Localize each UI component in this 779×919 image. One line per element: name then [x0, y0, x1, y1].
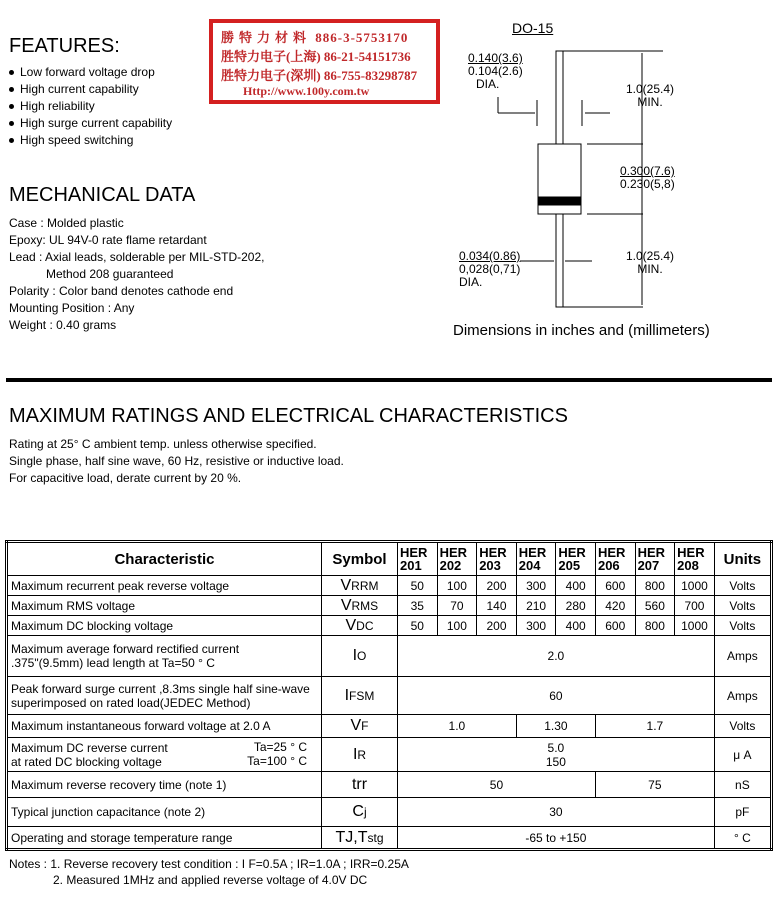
- row-symbol: IO: [322, 636, 398, 677]
- mech-line: Mounting Position : Any: [9, 301, 135, 315]
- table-row-vrrm: [7, 576, 772, 596]
- cell: 600: [595, 616, 635, 636]
- cell: 100: [437, 616, 477, 636]
- cell: 70: [437, 596, 477, 616]
- cell: 50: [398, 772, 596, 798]
- table-row-vrms: [7, 596, 772, 616]
- cell: 35: [398, 596, 438, 616]
- header-part: HER 201: [398, 542, 438, 576]
- row-label: Maximum average forward rectified current .375"(9.5mm) lead length at Ta=50 ° C: [7, 636, 322, 677]
- cell: 1.7: [595, 715, 714, 738]
- table-row-tj: [7, 827, 772, 850]
- table-row-trr: [7, 772, 772, 798]
- row-label: Maximum reverse recovery time (note 1): [7, 772, 322, 798]
- table-row-ir: [7, 738, 772, 772]
- dia-label: DIA.: [476, 77, 500, 91]
- cell: 1000: [675, 616, 715, 636]
- cell: 5.0 150: [398, 738, 715, 772]
- cell: -65 to +150: [398, 827, 715, 850]
- row-unit: nS: [714, 772, 771, 798]
- contact-url[interactable]: Http://www.100y.com.tw: [243, 84, 370, 98]
- header-characteristic: Characteristic: [7, 542, 322, 576]
- row-unit: μ A: [714, 738, 771, 772]
- contact-box: [209, 19, 440, 104]
- feature-item: High speed switching: [20, 133, 134, 147]
- bullet-icon: [9, 104, 14, 109]
- mech-line: Method 208 guaranteed: [46, 267, 174, 281]
- features-title: FEATURES:: [9, 35, 120, 57]
- body-len-min: 0.230(5,8): [620, 177, 675, 191]
- cell: 560: [635, 596, 675, 616]
- header-part: HER 203: [477, 542, 517, 576]
- dia-label: DIA.: [459, 275, 483, 289]
- row-symbol: VRRM: [322, 576, 398, 596]
- mechanical-list: [9, 215, 264, 334]
- bullet-icon: [9, 70, 14, 75]
- row-unit: Volts: [714, 616, 771, 636]
- contact-phone: 86-755-83298787: [323, 68, 418, 83]
- rating-note: Rating at 25° C ambient temp. unless otherwise specified.: [9, 437, 317, 451]
- cell: 30: [398, 798, 715, 827]
- feature-item: High current capability: [20, 82, 139, 96]
- row-label: Peak forward surge current ,8.3ms single half sine-wave superimposed on rated load(JEDEC Method): [7, 677, 322, 715]
- contact-company: 勝特力材料: [221, 30, 312, 45]
- cell: 75: [595, 772, 714, 798]
- rating-note: Single phase, half sine wave, 60 Hz, resistive or inductive load.: [9, 454, 344, 468]
- mechanical-title: MECHANICAL DATA: [9, 184, 196, 206]
- cell: 200: [477, 616, 517, 636]
- bottom-lead-length: 1.0(25.4): [626, 249, 675, 263]
- mech-line: Epoxy: UL 94V-0 rate flame retardant: [9, 233, 207, 247]
- lead-dia-min: 0.104(2.6): [468, 64, 523, 78]
- wire-dia-max: 0.034(0.86): [459, 249, 521, 263]
- table-row-vdc: [7, 616, 772, 636]
- package-title: DO-15: [512, 20, 554, 36]
- cell: 50: [398, 616, 438, 636]
- header-part: HER 208: [675, 542, 715, 576]
- row-symbol: IFSM: [322, 677, 398, 715]
- row-label: Maximum DC reverse current at rated DC blocking voltage Ta=25 ° C Ta=100 ° C: [7, 738, 322, 772]
- cell: 600: [595, 576, 635, 596]
- header-part: HER 207: [635, 542, 675, 576]
- cell: 400: [556, 616, 596, 636]
- table-header-row: [7, 542, 772, 576]
- characteristics-table: [5, 540, 773, 851]
- rating-note: For capacitive load, derate current by 20 %.: [9, 471, 242, 485]
- mech-line: Lead : Axial leads, solderable per MIL-STD-202,: [9, 250, 265, 264]
- cell: 50: [398, 576, 438, 596]
- row-unit: Volts: [714, 715, 771, 738]
- cell: 400: [556, 576, 596, 596]
- row-symbol: VDC: [322, 616, 398, 636]
- mech-line: Weight : 0.40 grams: [9, 318, 117, 332]
- dimensions-caption: Dimensions in inches and (millimeters): [453, 322, 710, 339]
- row-label: Maximum RMS voltage: [7, 596, 322, 616]
- bullet-icon: [9, 121, 14, 126]
- row-unit: Amps: [714, 636, 771, 677]
- cell: 60: [398, 677, 715, 715]
- header-units: Units: [714, 542, 771, 576]
- min-label: MIN.: [637, 262, 663, 276]
- row-unit: ° C: [714, 827, 771, 850]
- table-row-vf: [7, 715, 772, 738]
- row-symbol: trr: [322, 772, 398, 798]
- row-symbol: TJ,Tstg: [322, 827, 398, 850]
- contact-company: 胜特力电子(深圳): [221, 68, 321, 83]
- cell: 800: [635, 616, 675, 636]
- wire-dia-min: 0,028(0,71): [459, 262, 521, 276]
- row-label: Typical junction capacitance (note 2): [7, 798, 322, 827]
- row-symbol: VF: [322, 715, 398, 738]
- contact-phone: 86-21-54151736: [323, 49, 411, 64]
- contact-company: 胜特力电子(上海): [221, 49, 321, 64]
- contact-phone: 886-3-5753170: [315, 30, 409, 45]
- row-label: Maximum instantaneous forward voltage at 2.0 A: [7, 715, 322, 738]
- cell: 300: [516, 616, 556, 636]
- table-row-cj: [7, 798, 772, 827]
- header-part: HER 202: [437, 542, 477, 576]
- cell: 1.0: [398, 715, 517, 738]
- cell: 100: [437, 576, 477, 596]
- top-lead-length: 1.0(25.4): [626, 82, 675, 96]
- divider: [6, 378, 772, 382]
- cell: 210: [516, 596, 556, 616]
- cell: 280: [556, 596, 596, 616]
- row-symbol: Cj: [322, 798, 398, 827]
- cell: 300: [516, 576, 556, 596]
- row-unit: Amps: [714, 677, 771, 715]
- row-unit: pF: [714, 798, 771, 827]
- row-label: Maximum recurrent peak reverse voltage: [7, 576, 322, 596]
- lead-dia-max: 0.140(3.6): [468, 51, 523, 65]
- cell: 1.30: [516, 715, 595, 738]
- cell: 140: [477, 596, 517, 616]
- footnote-1: Notes : 1. Reverse recovery test condition : I F=0.5A ; IR=1.0A ; IRR=0.25A: [9, 857, 409, 871]
- row-label: Operating and storage temperature range: [7, 827, 322, 850]
- cell: 200: [477, 576, 517, 596]
- cell: 700: [675, 596, 715, 616]
- header-part: HER 205: [556, 542, 596, 576]
- cell: 420: [595, 596, 635, 616]
- body-len-max: 0.300(7.6): [620, 164, 675, 178]
- mech-line: Case : Molded plastic: [9, 216, 124, 230]
- features-list: [9, 65, 172, 150]
- footnote-2: 2. Measured 1MHz and applied reverse voltage of 4.0V DC: [53, 873, 368, 887]
- row-unit: Volts: [714, 596, 771, 616]
- row-symbol: IR: [322, 738, 398, 772]
- bullet-icon: [9, 87, 14, 92]
- row-unit: Volts: [714, 576, 771, 596]
- header-part: HER 204: [516, 542, 556, 576]
- feature-item: High surge current capability: [20, 116, 173, 130]
- table-row-io: [7, 636, 772, 677]
- row-symbol: VRMS: [322, 596, 398, 616]
- feature-item: Low forward voltage drop: [20, 65, 155, 79]
- feature-item: High reliability: [20, 99, 95, 113]
- cell: 800: [635, 576, 675, 596]
- mech-line: Polarity : Color band denotes cathode end: [9, 284, 234, 298]
- row-label: Maximum DC blocking voltage: [7, 616, 322, 636]
- ratings-title: MAXIMUM RATINGS AND ELECTRICAL CHARACTERISTICS: [9, 405, 568, 427]
- cell: 1000: [675, 576, 715, 596]
- header-symbol: Symbol: [322, 542, 398, 576]
- cell: 2.0: [398, 636, 715, 677]
- bullet-icon: [9, 138, 14, 143]
- min-label: MIN.: [637, 95, 663, 109]
- header-part: HER 206: [595, 542, 635, 576]
- table-row-ifsm: [7, 677, 772, 715]
